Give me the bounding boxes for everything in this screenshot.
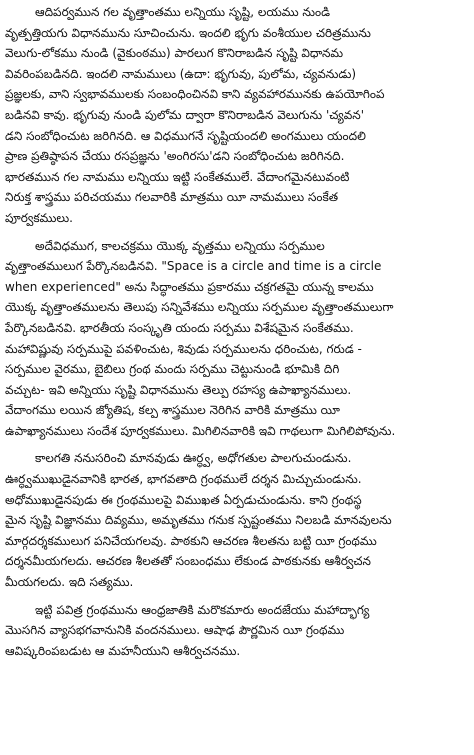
- text-line: ఊర్ధ్వముఖుడైనవానికి భారత, భాగవతాది గ్రంథములే దర్శన మిచ్చుచుండును.: [5, 472, 362, 487]
- text-line: దర్శనమీయగలదు. ఆచరణ శీలతతో సంబంధము లేకుండ పాఠకునకు ఆశీర్వచన: [5, 554, 371, 569]
- text-line: వివరింపబడినది. ఇందలి నామములు (ఉదా: భృగువు, పులోమ, చ్యవనుడు): [5, 66, 357, 81]
- text-line: అధోముఖుడైనపుడు ఈ గ్రంథములపై విముఖత ఏర్పడుచుండును. కాని గ్రంథస్థ: [5, 492, 362, 507]
- text-line: మైన సృష్టి విజ్ఞానము దివ్యము, అమృతము గనుక స్పష్టంతము నిలబడి మానవులను: [5, 513, 392, 528]
- text-line: ఇట్టి పవిత్ర గ్రంథమును ఆంధ్రజాతికి మరొకమారు అందజేయు మహాద్భాగ్య: [35, 602, 370, 617]
- text-line: ప్రజ్ఞలకు, వాని స్వభావములకు సంబంధించినవి కాని వ్యవహారమునకు ఉపయోగింప: [5, 87, 385, 102]
- text-line: మీయగలదు. ఇది సత్యము.: [5, 575, 134, 590]
- text-line: ఆదిపర్వమున గల వృత్తాంతము లన్నియు సృష్టి, లయము నుండి: [35, 5, 330, 19]
- text-line: యొక్క వృత్తాంతములను తెలుపు సన్నివేశము లన్నియు సర్పముల వృత్తాంతములుగా: [5, 300, 394, 315]
- text-line: ప్రాణ ప్రతిష్ఠాపన చేయు రసప్రజ్ఞను 'అంగిరసు'డని సంబోధించుట జరిగినది.: [5, 149, 345, 164]
- text-line: డని సంబోధించుట జరిగినది. ఆ విధముగనే సృష్టియందలి అంగములు యందలి: [5, 128, 366, 143]
- paragraph-kalagati: [5, 448, 470, 592]
- paragraph-adiparva: [5, 2, 470, 229]
- text-line: నిరుక్త శాస్త్రము పరిచయము గలవారికి మాత్రము యీ నామములు సంకేత: [5, 190, 339, 205]
- text-line: వృత్పత్తియగు విధానమును సూచించును. ఇందలి భృగు వంశీయుల చరిత్రమును: [5, 25, 371, 40]
- text-line: మార్గదర్శకములుగ పనిచేయగలవు. పాఠకుని ఆచరణ శీలతను బట్టి యీ గ్రంథము: [5, 533, 377, 548]
- text-line: మొసగిన వ్యాసభగవానునికి వందనములు. ఆషాఢ పౌర్ణమిన యీ గ్రంథము: [5, 623, 345, 638]
- text-line: వేదాంగము లయిన జ్యోతిష, కల్ప శాస్త్రముల నెరిగిన వారికి మాత్రము యీ: [5, 403, 340, 418]
- text-line: వృత్తాంతములుగ పేర్కొనబడినవి. "Space is a circle and time is a circle: [5, 259, 382, 274]
- text-line: భారతమున గల నామము లన్నియు ఇట్టి సంకేతములే. వేదాంగమైనటువంటి: [5, 169, 350, 184]
- text-line: అదేవిధముగ, కాలచక్రము యొక్క వృత్తము లన్నియు సర్పముల: [35, 238, 325, 253]
- text-line: ఉపాఖ్యానములు సందేశ పూర్వకములు. మిగిలినవారికి ఇవి గాథలుగా మిగిలిపోవును.: [5, 423, 396, 438]
- text-line: మహావిష్ణువు సర్పముపై పవళించుట, శివుడు సర్పములను ధరించుట, గరుడ -: [5, 341, 362, 356]
- text-line: ఆవిష్కరింపబడుట ఆ మహనీయుని ఆశీర్వచనము.: [5, 643, 241, 658]
- paragraph-dedication: [5, 600, 470, 662]
- text-line: when experienced" అను సిద్ధాంతము ప్రకారము చక్రగతమై యున్న కాలము: [5, 279, 374, 294]
- text-line: వచ్చుట- ఇవి అన్నియు సృష్టి విధానమును తెల్పు రహస్య ఉపాఖ్యానములు.: [5, 382, 352, 397]
- text-line: పూర్వకములు.: [5, 210, 73, 225]
- text-line: పేర్కొనబడినవి. భారతీయ సంస్కృతి యందు సర్పము విశేషమైన సంకేతము.: [5, 320, 354, 335]
- text-line: బడినవి కావు. భృగువు నుండి పులోమ ద్వారా కొనిరాబడిన వెలుగును 'చ్యవన': [5, 107, 365, 122]
- text-line: కాలగతి ననుసరించి మానవుడు ఊర్ధ్వ, అధోగతుల పాలగుచుండును.: [35, 451, 352, 466]
- text-line: వెలుగు-లోకము నుండి (వైకుంఠము) పారలుగ కొనిరాబడిన సృష్టి విధానమ: [5, 46, 344, 61]
- text-line: సర్పముల వైరము, బైబిలు గ్రంథ మందు సర్పము చెట్టునుండి భూమికి దిగి: [5, 362, 340, 377]
- paragraph-kalachakra: [5, 236, 470, 442]
